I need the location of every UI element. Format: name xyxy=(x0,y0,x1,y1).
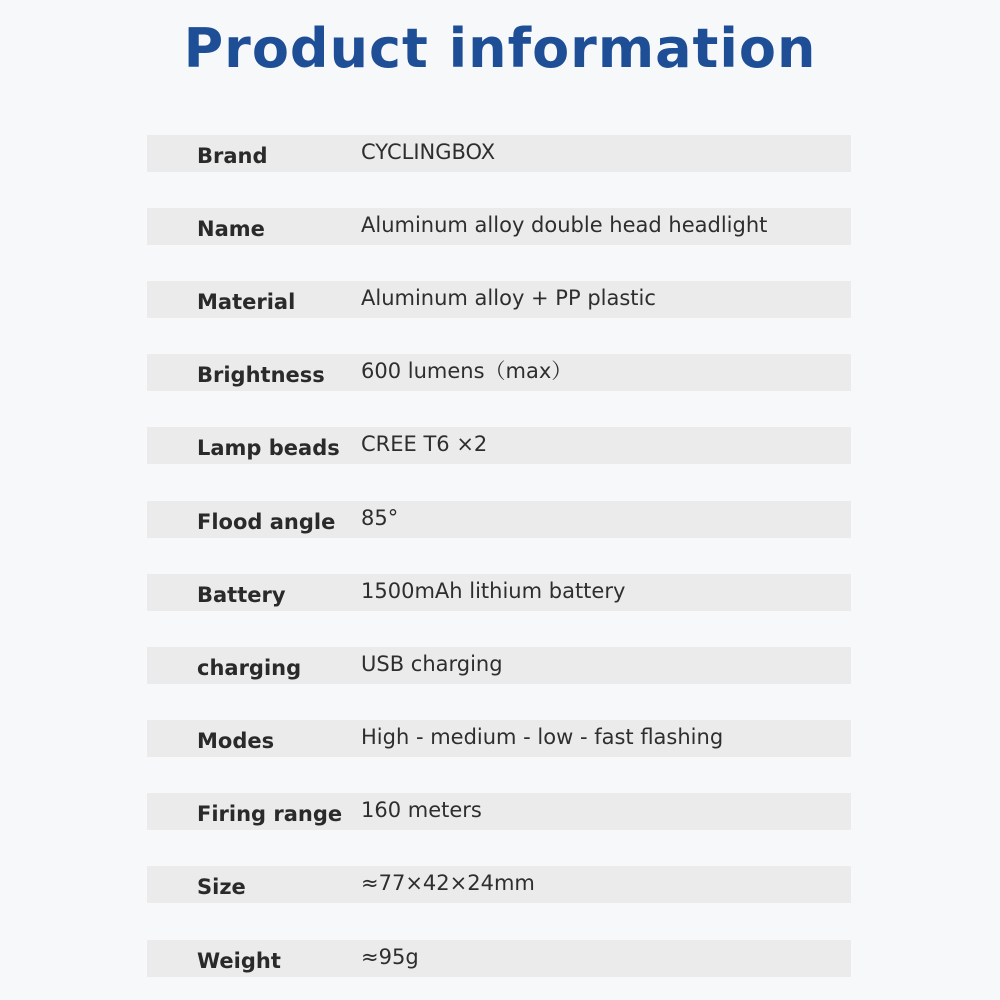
spec-row-brand xyxy=(147,135,851,172)
spec-label: Weight xyxy=(197,949,281,973)
spec-value: 1500mAh lithium battery xyxy=(361,579,626,603)
spec-value: 85° xyxy=(361,506,399,530)
spec-label: Name xyxy=(197,217,265,241)
spec-label: Lamp beads xyxy=(197,436,340,460)
spec-row-modes xyxy=(147,720,851,757)
spec-value: CREE T6 ×2 xyxy=(361,432,488,456)
spec-row-firing-range xyxy=(147,793,851,830)
spec-row-flood-angle xyxy=(147,501,851,538)
spec-value: ≈77×42×24mm xyxy=(361,871,535,895)
page-title: Product information xyxy=(183,17,817,80)
spec-label: Battery xyxy=(197,583,286,607)
spec-label: Material xyxy=(197,290,296,314)
spec-row-lamp-beads xyxy=(147,427,851,464)
spec-value: 160 meters xyxy=(361,798,482,822)
spec-value: Aluminum alloy + PP plastic xyxy=(361,286,656,310)
spec-value: Aluminum alloy double head headlight xyxy=(361,213,768,237)
spec-row-brightness xyxy=(147,354,851,391)
spec-value: USB charging xyxy=(361,652,503,676)
spec-row-battery xyxy=(147,574,851,611)
spec-label: charging xyxy=(197,656,302,680)
spec-row-charging xyxy=(147,647,851,684)
spec-label: Brand xyxy=(197,144,268,168)
spec-row-size xyxy=(147,866,851,903)
spec-label: Modes xyxy=(197,729,275,753)
spec-value: High - medium - low - fast flashing xyxy=(361,725,724,749)
spec-value: CYCLINGBOX xyxy=(361,140,496,164)
spec-label: Firing range xyxy=(197,802,343,826)
spec-label: Flood angle xyxy=(197,510,336,534)
spec-row-material xyxy=(147,281,851,318)
spec-label: Size xyxy=(197,875,246,899)
spec-value: ≈95g xyxy=(361,945,419,969)
spec-label: Brightness xyxy=(197,363,325,387)
spec-row-name xyxy=(147,208,851,245)
spec-row-weight xyxy=(147,940,851,977)
spec-value: 600 lumens（max） xyxy=(361,359,573,383)
